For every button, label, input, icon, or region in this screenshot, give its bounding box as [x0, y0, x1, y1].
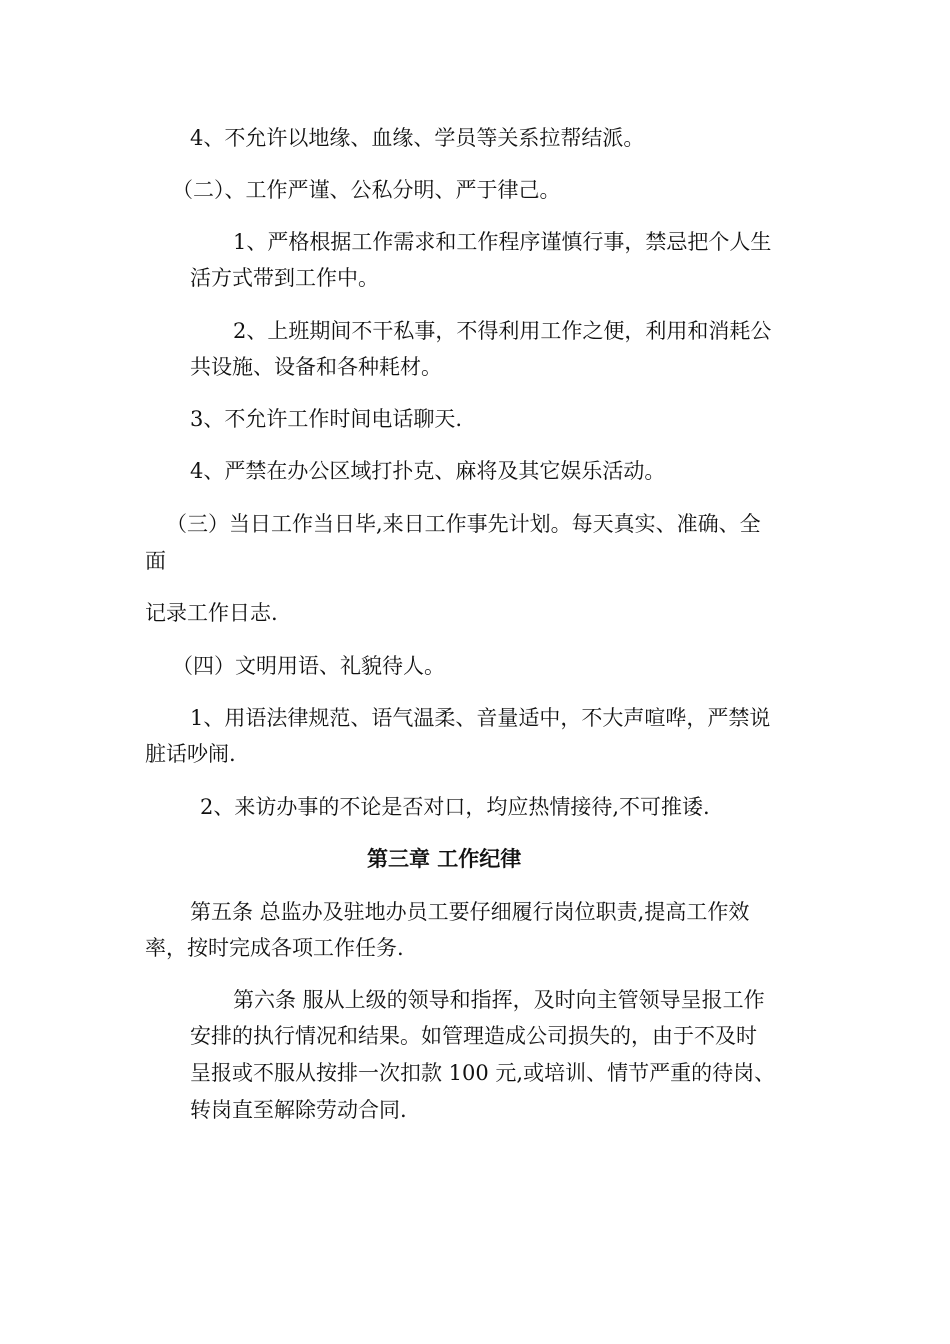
text-line: 4、不允许以地缘、血缘、学员等关系拉帮结派。 — [190, 126, 645, 150]
section-heading: （四）文明用语、礼貌待人。 — [172, 654, 445, 678]
text-line: 第五条 总监办及驻地办员工要仔细履行岗位职责,提高工作效 — [190, 900, 750, 924]
text-line: 2、来访办事的不论是否对口，均应热情接待,不可推诿. — [200, 795, 710, 819]
text-line: 脏话吵闹. — [145, 742, 236, 766]
text-line: 安排的执行情况和结果。如管理造成公司损失的，由于不及时 — [190, 1024, 757, 1048]
text-line: 呈报或不服从按排一次扣款 100 元,或培训、情节严重的待岗、 — [190, 1061, 776, 1085]
text-line: 第六条 服从上级的领导和指挥，及时向主管领导呈报工作 — [233, 988, 765, 1012]
text-line: 记录工作日志. — [145, 601, 278, 625]
text-line: 1、用语法律规范、语气温柔、音量适中，不大声喧哗，严禁说 — [190, 706, 771, 730]
text-line: 共设施、设备和各种耗材。 — [190, 355, 442, 379]
text-line: 1、严格根据工作需求和工作程序谨慎行事，禁忌把个人生 — [233, 230, 772, 254]
text-line: 2、上班期间不干私事，不得利用工作之便，利用和消耗公 — [233, 319, 772, 343]
text-line: 率，按时完成各项工作任务. — [145, 936, 404, 960]
text-line: 转岗直至解除劳动合同. — [190, 1098, 407, 1122]
text-line: 3、不允许工作时间电话聊天. — [190, 407, 463, 431]
text-line: 活方式带到工作中。 — [190, 266, 379, 290]
section-heading: （二）、工作严谨、公私分明、严于律己。 — [172, 178, 561, 202]
text-line: 4、严禁在办公区域打扑克、麻将及其它娱乐活动。 — [190, 459, 666, 483]
section-heading: （三）当日工作当日毕,来日工作事先计划。每天真实、准确、全 — [166, 512, 761, 536]
chapter-title: 第三章 工作纪律 — [367, 847, 522, 871]
text-line: 面 — [145, 549, 166, 573]
